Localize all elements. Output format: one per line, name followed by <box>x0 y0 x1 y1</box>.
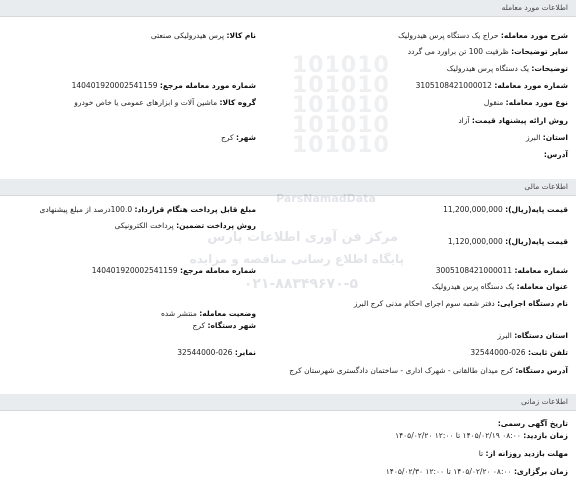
phone-row: تلفن ثابت: 026-32544000 <box>470 348 568 357</box>
org-address-row: آدرس دستگاه: کرج میدان طالقانی - شهرک اداری - ساختمان دادگستری شهرستان کرج <box>289 366 568 375</box>
province-row: استان: البرز <box>525 133 568 142</box>
org-city-row: شهر دستگاه: کرج <box>192 321 256 330</box>
section-title-financial: اطلاعات مالی <box>0 179 576 196</box>
deal-info-body <box>0 17 576 179</box>
org-name-row: نام دستگاه اجرایی: دفتر شعبه سوم اجرای احکام مدنی کرج البرز <box>353 299 568 308</box>
bid-method-row: روش ارائه پیشنهاد قیمت: آزاد <box>458 116 568 125</box>
bid-time-row: زمان برگزاری: ۰۸:۰۰ ۱۴۰۵/۰۲/۲۰ تا ۱۲:۰۰ ۱۴۰۵/۰۲/۳۰ <box>385 467 568 476</box>
guarantee-method-row: روش پرداخت تضمین: پرداخت الکترونیکی <box>114 221 256 230</box>
deal-no-row: شماره معامله: 3005108421000011 <box>435 266 568 275</box>
guarantee-price-row: قیمت پایه(ریال): 1,120,000,000 <box>447 237 568 246</box>
validity-row: مهلت بازدید روزانه از: تا <box>478 449 568 458</box>
deal-ref-row: شماره معامله مرجع: 140401920002541159 <box>91 266 256 275</box>
watermark-brand: ParsNamadData <box>276 192 376 205</box>
watermark-numbers: 101010 101010 101010 101010 101010 <box>292 53 390 158</box>
deal-desc-row: شرح مورد معامله: حراج یک دستگاه پرس هیدرولیک <box>398 31 568 40</box>
section-title-timing: اطلاعات زمانی <box>0 394 576 411</box>
goods-group-row: گروه کالا: ماشین آلات و ابزارهای عمومی یا خاص خودرو <box>74 98 256 107</box>
goods-name-row: نام کالا: پرس هیدرولیکی صنعتی <box>150 31 256 40</box>
timing-body <box>0 411 576 497</box>
watermark-line3: ۰۲۱-۸۸۳۴۹۶۷۰-۵ <box>243 276 358 292</box>
item-type-row: نوع مورد معامله: منقول <box>483 98 568 107</box>
watermark-line2: پایگاه اطلاع رسانی مناقصه و مزایده <box>189 252 404 266</box>
view-time-row: زمان بازدید: ۰۸:۰۰ ۱۴۰۵/۰۲/۱۹ تا ۱۲:۰۰ ۱۴۰۵/۰۲/۲۰ <box>395 431 568 440</box>
org-province-row: استان دستگاه: البرز <box>497 331 568 340</box>
deal-title-row: عنوان معامله: یک دستگاه پرس هیدرولیک <box>431 282 568 291</box>
section-title-deal-info: اطلاعات مورد معامله <box>0 0 576 17</box>
status-row: وضعیت معامله: منتشر شده <box>160 309 256 318</box>
notes-row: توضیحات: یک دستگاه پرس هیدرولیک <box>446 64 568 73</box>
fax-row: نمابر: 026-32544000 <box>177 348 256 357</box>
ad-date-row: تاریخ آگهی رسمی: <box>497 419 568 428</box>
item-no-row: شماره مورد معامله: 3105108421000012 <box>415 81 568 90</box>
watermark-line1: مرکز فن آوری اطلاعات پارس <box>207 230 398 245</box>
other-desc-row: سایر توضیحات: ظرفیت 100 تن براورد می گردد <box>407 47 568 56</box>
base-price-row: قیمت پایه(ریال): 11,200,000,000 <box>443 205 568 214</box>
payable-row: مبلغ قابل پرداخت هنگام قرارداد: 100.0درصد از مبلغ پیشنهادی <box>39 205 256 214</box>
ref-no-row: شماره مورد معامله مرجع: 140401920002541159 <box>71 81 256 90</box>
address-row: آدرس: <box>543 150 568 159</box>
financial-body <box>0 196 576 394</box>
city-row: شهر: کرج <box>221 133 256 142</box>
